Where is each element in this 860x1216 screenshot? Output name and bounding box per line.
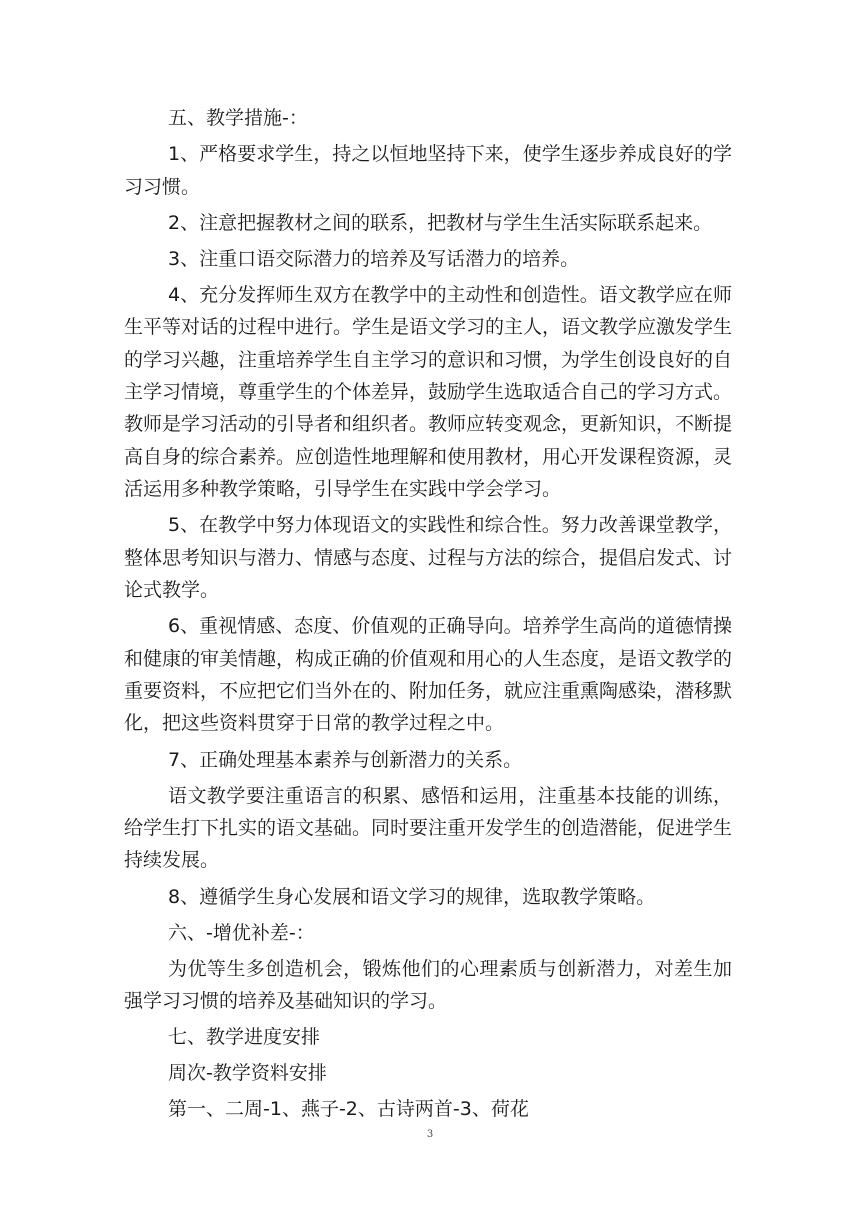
paragraph-measure-7: 7、正确处理基本素养与创新潜力的关系。: [168, 748, 523, 771]
section-heading-tutoring: 六、-增优补差-：: [168, 921, 315, 944]
paragraph-measure-1: 1、严格要求学生，持之以恒地坚持下来，使学生逐步养成良好的学习习惯。: [124, 143, 732, 198]
paragraph-measure-6: 6、重视情感、态度、价值观的正确导向。培养学生高尚的道德情操和健康的审美情趣，构成正确的价值观和用心的人生态度，是语文教学的重要资料，不应把它们当外在的、附加任务，就应注重熏陶感染，潜移默化，把这些资料贯穿于日常的教学过程之中。: [124, 615, 733, 735]
schedule-row-week-1-2: 第一、二周-1、燕子-2、古诗两首-3、荷花: [168, 1098, 529, 1121]
paragraph-measure-8: 8、遵循学生身心发展和语文学习的规律，选取教学策略。: [168, 885, 656, 908]
document-body: [124, 102, 732, 1126]
section-heading-schedule: 七、教学进度安排: [168, 1026, 321, 1049]
paragraph-tutoring: 为优等生多创造机会，锻炼他们的心理素质与创新潜力，对差生加强学习习惯的培养及基础知识的学习。: [124, 957, 732, 1013]
paragraph-measure-3: 3、注重口语交际潜力的培养及写话潜力的培养。: [168, 247, 580, 270]
paragraph-measure-5: 5、在教学中努力体现语文的实践性和综合性。努力改善课堂教学，整体思考知识与潜力、情感与态度、过程与方法的综合，提倡启发式、讨论式教学。: [124, 514, 733, 602]
page-number: 3: [426, 1129, 434, 1140]
paragraph-measure-7-detail: 语文教学要注重语言的积累、感悟和运用，注重基本技能的训练，给学生打下扎实的语文基础。同时要注重开发学生的创造潜能，促进学生持续发展。: [124, 784, 733, 872]
section-heading-teaching-measures: 五、教学措施-：: [168, 107, 308, 129]
paragraph-measure-2: 2、注意把握教材之间的联系，把教材与学生生活实际联系起来。: [168, 211, 713, 234]
paragraph-measure-4: 4、充分发挥师生双方在教学中的主动性和创造性。语文教学应在师生平等对话的过程中进行。学生是语文学习的主人，语文教学应激发学生的学习兴趣，注重培养学生自主学习的意识和习惯，为学生创设良好的自主学习情境，尊重学生的个体差异，鼓励学生选取适合自己的学习方式。教师是学习活动的引导者和组织者。教师应转变观念，更新知识，不断提高自身的综合素养。应创造性地理解和使用教材，用心开发课程资源，灵活运用多种教学策略，引导学生在实践中学会学习。: [124, 283, 733, 501]
schedule-header: 周次-教学资料安排: [168, 1062, 327, 1085]
